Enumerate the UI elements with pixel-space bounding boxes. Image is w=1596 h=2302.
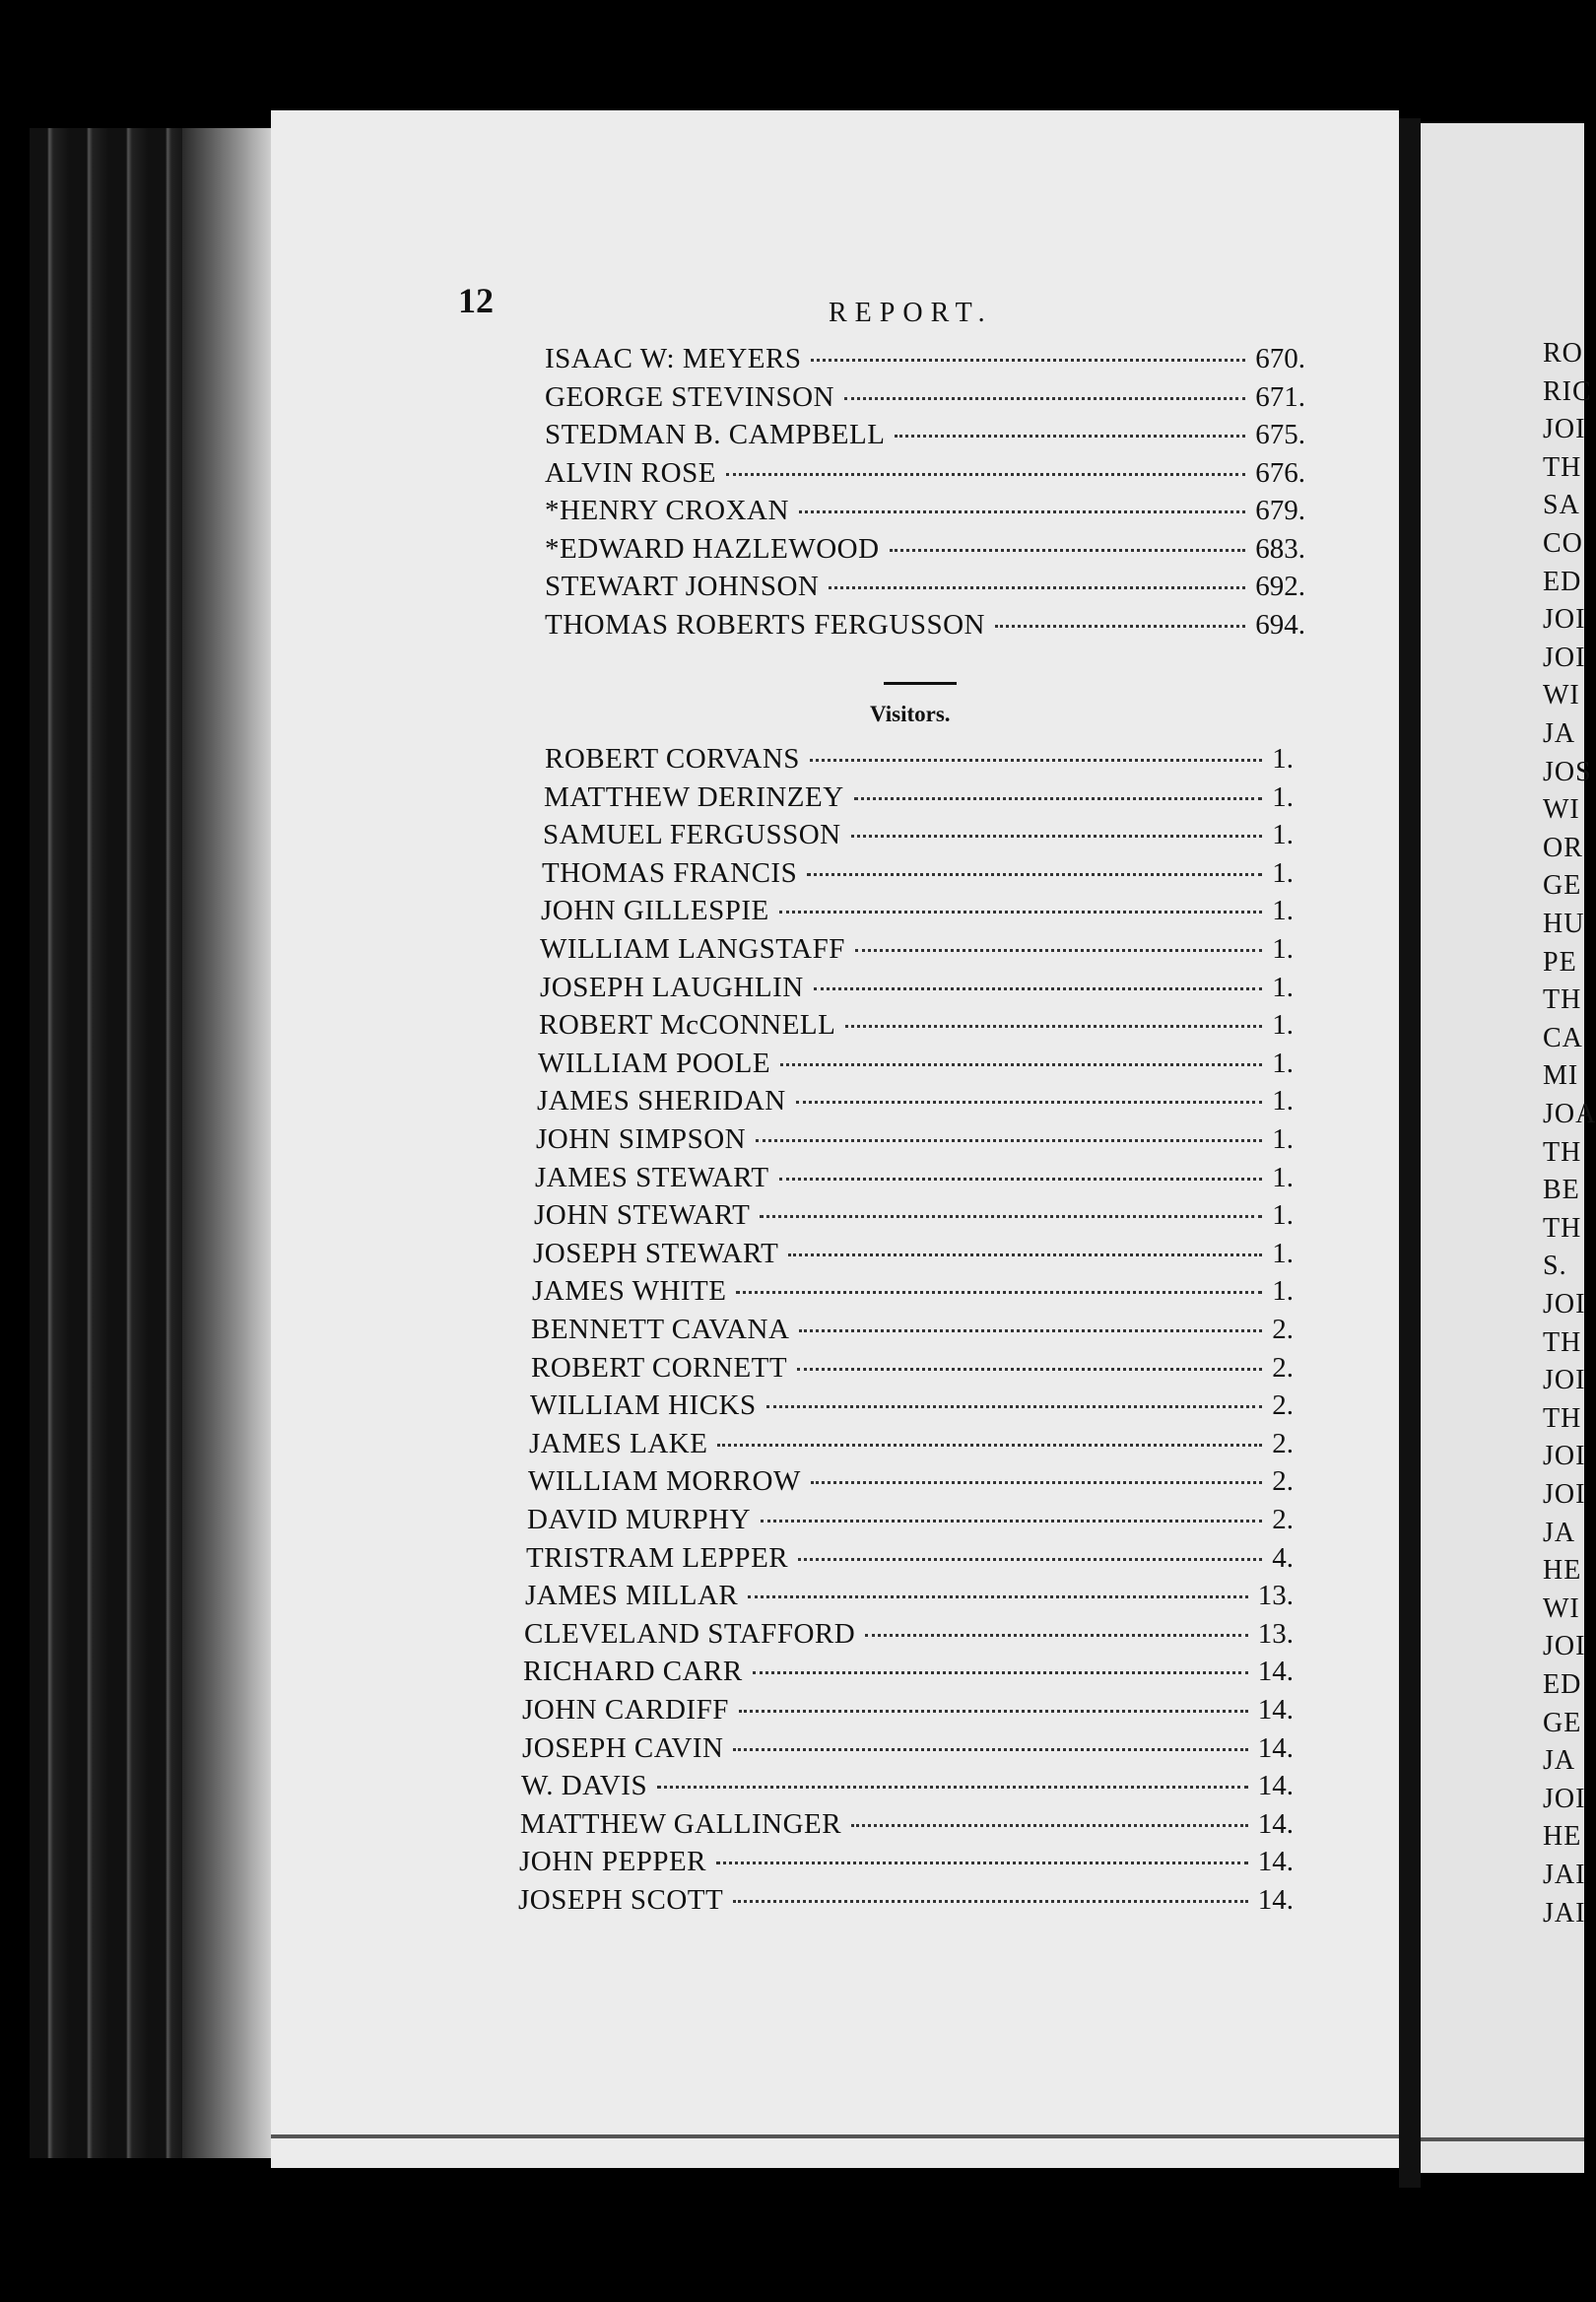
dot-leader [855, 949, 1262, 952]
main-list-entry [545, 495, 1305, 530]
entry-number: 1. [1272, 1161, 1294, 1193]
entry-name: JAMES STEWART [535, 1161, 769, 1193]
facing-page-line: JOS [1543, 756, 1592, 787]
visitor-entry [528, 1465, 1294, 1501]
entry-number: 2. [1272, 1504, 1294, 1535]
dot-leader [748, 1595, 1247, 1598]
dot-leader [739, 1710, 1248, 1713]
facing-page-line: WI [1543, 680, 1580, 711]
visitor-entry [538, 1048, 1294, 1083]
entry-number: 14. [1257, 1694, 1294, 1726]
entry-name: JAMES SHERIDAN [537, 1085, 786, 1117]
entry-number: 14. [1257, 1731, 1294, 1764]
dot-leader [797, 1368, 1262, 1371]
entry-number: 694. [1255, 608, 1305, 641]
entry-name: GEORGE STEVINSON [545, 380, 834, 413]
entry-number: 1. [1272, 1275, 1294, 1308]
entry-number: 683. [1255, 532, 1305, 565]
entry-name: JOSEPH SCOTT [518, 1884, 724, 1916]
main-list-entry [545, 457, 1305, 493]
entry-number: 1. [1272, 1047, 1294, 1079]
facing-page-line: GE [1543, 1707, 1582, 1738]
visitor-entry [537, 1085, 1294, 1120]
entry-number: 13. [1257, 1580, 1294, 1612]
entry-number: 1. [1272, 819, 1294, 851]
entry-number: 1. [1272, 1123, 1294, 1155]
section-heading-visitors: Visitors. [870, 702, 951, 726]
entry-number: 1. [1272, 1199, 1294, 1232]
entry-name: MATTHEW DERINZEY [544, 780, 844, 813]
main-list-entry [545, 571, 1305, 606]
facing-page-line: JOI [1543, 1441, 1586, 1472]
entry-number: 1. [1272, 895, 1294, 927]
entry-number: 1. [1272, 1009, 1294, 1042]
entry-number: 1. [1272, 1237, 1294, 1269]
dot-leader [844, 397, 1245, 400]
entry-name: JOSEPH CAVIN [522, 1731, 724, 1764]
dot-leader [807, 873, 1262, 876]
entry-number: 2. [1272, 1351, 1294, 1384]
entry-name: ROBERT CORNETT [531, 1351, 788, 1384]
entry-name: JOHN PEPPER [519, 1846, 707, 1878]
visitor-entry [522, 1732, 1294, 1768]
facing-page-line: HE [1543, 1821, 1582, 1853]
dot-leader [726, 473, 1245, 476]
entry-name: WILLIAM LANGSTAFF [540, 933, 845, 965]
facing-page-line: JOI [1543, 604, 1586, 636]
main-list-entry [545, 533, 1305, 569]
entry-number: 1. [1272, 933, 1294, 965]
entry-name: STEDMAN B. CAMPBELL [545, 419, 886, 450]
facing-page-line: JOI [1543, 1479, 1586, 1510]
facing-page-line: JA [1543, 718, 1576, 749]
visitor-entry [525, 1580, 1294, 1615]
visitor-entry [529, 1428, 1294, 1463]
facing-page-line: TH [1543, 1212, 1582, 1244]
entry-name: MATTHEW GALLINGER [520, 1807, 842, 1840]
facing-page-line: JAI [1543, 1897, 1586, 1929]
facing-page-line: RIC [1543, 375, 1592, 407]
dot-leader [845, 1025, 1262, 1028]
book-gutter-left [182, 128, 271, 2158]
facing-page-line: ED [1543, 1669, 1582, 1700]
dot-leader [799, 510, 1245, 513]
entry-number: 676. [1255, 456, 1305, 489]
entry-name: DAVID MURPHY [527, 1504, 752, 1535]
facing-page-line: TH [1543, 1402, 1582, 1434]
book-page [271, 110, 1399, 2168]
dot-leader [756, 1139, 1262, 1142]
visitor-entry [543, 819, 1294, 854]
entry-name: JAMES WHITE [532, 1275, 727, 1308]
entry-name: THOMAS FRANCIS [542, 856, 798, 889]
facing-page-line: PE [1543, 946, 1577, 978]
dot-leader [780, 1063, 1262, 1066]
visitor-entry [520, 1808, 1294, 1844]
facing-page-line: TH [1543, 1326, 1582, 1358]
entry-name: JOHN STEWART [534, 1199, 751, 1232]
dot-leader [811, 359, 1245, 362]
main-list-entry [545, 381, 1305, 417]
entry-name: JOHN SIMPSON [536, 1123, 747, 1155]
entry-name: WILLIAM MORROW [528, 1465, 801, 1498]
entry-list [271, 110, 1399, 2168]
dot-leader [796, 1101, 1263, 1104]
facing-page-line: WI [1543, 794, 1580, 826]
visitor-entry [521, 1770, 1294, 1805]
dot-leader [733, 1900, 1248, 1903]
entry-number: 2. [1272, 1427, 1294, 1459]
visitor-entry [539, 1009, 1294, 1045]
entry-number: 1. [1272, 856, 1294, 889]
main-list-entry [545, 419, 1305, 454]
facing-page-line: MI [1543, 1060, 1579, 1092]
visitor-entry [542, 857, 1294, 893]
entry-number: 14. [1257, 1807, 1294, 1840]
entry-name: JOHN GILLESPIE [541, 895, 769, 927]
entry-number: 679. [1255, 495, 1305, 526]
visitor-entry [522, 1694, 1294, 1729]
entry-number: 14. [1257, 1884, 1294, 1916]
entry-name: THOMAS ROBERTS FERGUSSON [545, 608, 985, 641]
visitor-entry [523, 1656, 1294, 1691]
dot-leader [779, 1178, 1263, 1181]
entry-number: 2. [1272, 1465, 1294, 1498]
entry-name: WILLIAM POOLE [538, 1047, 771, 1079]
facing-page-line: JOI [1543, 1365, 1586, 1396]
dot-leader [716, 1862, 1248, 1864]
dot-leader [811, 1481, 1262, 1484]
entry-name: ALVIN ROSE [545, 456, 716, 489]
facing-page [1421, 123, 1596, 2173]
entry-number: 1. [1272, 780, 1294, 813]
visitor-entry [533, 1238, 1294, 1273]
facing-page-line: JA [1543, 1517, 1576, 1548]
entry-number: 692. [1255, 571, 1305, 602]
entry-number: 13. [1257, 1617, 1294, 1650]
entry-name: JOSEPH LAUGHLIN [540, 971, 804, 1003]
visitor-entry [530, 1389, 1294, 1425]
entry-name: ROBERT McCONNELL [539, 1009, 836, 1042]
entry-name: BENNETT CAVANA [531, 1314, 790, 1345]
facing-page-line: JOI [1543, 1289, 1586, 1320]
visitor-entry [519, 1846, 1294, 1881]
dot-leader [657, 1786, 1248, 1789]
entry-name: SAMUEL FERGUSSON [543, 819, 841, 851]
facing-page-line: JOI [1543, 1631, 1586, 1662]
entry-name: STEWART JOHNSON [545, 571, 820, 602]
visitor-entry [524, 1618, 1294, 1654]
visitor-entry [536, 1123, 1294, 1159]
dot-leader [760, 1215, 1262, 1218]
dot-leader [854, 797, 1263, 800]
entry-name: W. DAVIS [521, 1770, 648, 1802]
entry-number: 2. [1272, 1389, 1294, 1422]
entry-name: JAMES MILLAR [525, 1580, 739, 1612]
facing-page-line: TH [1543, 1136, 1582, 1168]
page-number: 12 [458, 281, 494, 320]
facing-page-line: JOI [1543, 414, 1586, 445]
entry-name: JOSEPH STEWART [533, 1237, 779, 1269]
facing-page-line: HE [1543, 1555, 1582, 1587]
entry-name: *HENRY CROXAN [545, 495, 789, 526]
dot-leader [766, 1405, 1263, 1408]
visitor-entry [531, 1352, 1294, 1388]
visitor-entry [540, 972, 1294, 1007]
dot-leader [799, 1329, 1262, 1332]
dot-leader [717, 1444, 1262, 1447]
entry-name: CLEVELAND STAFFORD [524, 1617, 856, 1650]
dot-leader [761, 1520, 1262, 1523]
entry-number: 4. [1272, 1541, 1294, 1574]
main-list-entry [545, 609, 1305, 644]
visitor-entry [541, 895, 1294, 930]
facing-page-line: HU [1543, 909, 1585, 939]
facing-page-line: CA [1543, 1022, 1583, 1053]
entry-number: 670. [1255, 343, 1305, 374]
dot-leader [814, 987, 1263, 990]
facing-page-line: S. [1543, 1251, 1567, 1282]
dot-leader [829, 586, 1245, 589]
entry-number: 1. [1272, 971, 1294, 1003]
running-head: REPORT. [829, 298, 993, 328]
facing-page-line: RO [1543, 338, 1583, 369]
entry-name: ROBERT CORVANS [545, 743, 800, 775]
dot-leader [895, 435, 1245, 438]
facing-page-line: CO [1543, 528, 1583, 559]
facing-page-line: TH [1543, 451, 1582, 483]
visitor-entry [532, 1275, 1294, 1311]
facing-page-line: WI [1543, 1592, 1580, 1624]
dot-leader [779, 911, 1263, 914]
entry-number: 1. [1272, 743, 1294, 775]
visitor-entry [526, 1542, 1294, 1578]
dot-leader [810, 759, 1262, 762]
facing-page-line: JOI [1543, 1783, 1586, 1814]
entry-name: *EDWARD HAZLEWOOD [545, 532, 880, 565]
entry-number: 675. [1255, 419, 1305, 450]
facing-page-line: JA [1543, 1745, 1576, 1777]
dot-leader [753, 1671, 1248, 1674]
entry-name: ISAAC W: MEYERS [545, 343, 802, 374]
entry-name: RICHARD CARR [523, 1656, 743, 1688]
facing-page-line: SA [1543, 490, 1580, 521]
dot-leader [733, 1748, 1247, 1751]
dot-leader [736, 1291, 1262, 1294]
dot-leader [851, 1824, 1248, 1827]
entry-number: 1. [1272, 1085, 1294, 1117]
page-bottom-rule [271, 2134, 1399, 2138]
visitor-entry [527, 1504, 1294, 1539]
entry-name: JAMES LAKE [529, 1427, 708, 1459]
visitor-entry [545, 743, 1294, 779]
dot-leader [788, 1253, 1262, 1256]
dot-leader [798, 1558, 1262, 1561]
entry-name: JOHN CARDIFF [522, 1694, 729, 1726]
main-list-entry [545, 343, 1305, 378]
facing-page-line: JOA [1543, 1099, 1596, 1129]
facing-page-bottom-rule [1421, 2137, 1584, 2141]
entry-number: 14. [1257, 1656, 1294, 1688]
facing-page-line: GE [1543, 870, 1582, 902]
visitor-entry [518, 1884, 1294, 1920]
visitor-entry [534, 1199, 1294, 1235]
entry-number: 14. [1257, 1770, 1294, 1802]
dot-leader [851, 835, 1263, 838]
section-rule [884, 682, 957, 685]
entry-name: TRISTRAM LEPPER [526, 1541, 789, 1574]
book-gutter-right [1399, 118, 1421, 2188]
facing-page-line: TH [1543, 984, 1582, 1016]
visitor-entry [535, 1162, 1294, 1197]
visitor-entry [544, 781, 1294, 817]
dot-leader [890, 549, 1246, 552]
entry-number: 2. [1272, 1314, 1294, 1345]
facing-page-line: ED [1543, 566, 1582, 597]
facing-page-line: BE [1543, 1175, 1580, 1206]
visitor-entry [531, 1314, 1294, 1349]
entry-number: 14. [1257, 1846, 1294, 1878]
entry-name: WILLIAM HICKS [530, 1389, 757, 1422]
dot-leader [865, 1634, 1248, 1637]
entry-number: 671. [1255, 380, 1305, 413]
dot-leader [995, 625, 1245, 628]
facing-page-line: JOI [1543, 642, 1586, 673]
facing-page-line: JAI [1543, 1860, 1586, 1890]
facing-page-line: OR [1543, 832, 1583, 863]
visitor-entry [540, 933, 1294, 969]
